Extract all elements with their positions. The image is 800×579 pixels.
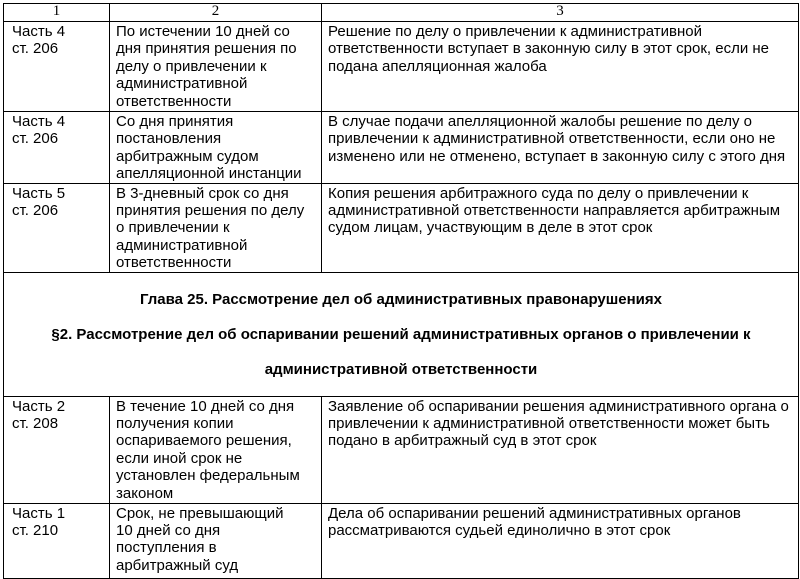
paragraph-title-line-1: §2. Рассмотрение дел об оспаривании решений административных органов о привлечении к: [51, 325, 751, 343]
article-reference: Часть 4 ст. 206: [4, 22, 110, 112]
description-cell: Заявление об оспаривании решения административного органа о привлечении к административной ответственности может быть подано в арбитражный суд в этот срок: [322, 396, 799, 503]
column-number-3: 3: [322, 4, 799, 22]
paragraph-title-line-2: административной ответственности: [264, 360, 538, 378]
column-number-header: [4, 4, 799, 22]
legal-terms-table: [3, 3, 799, 579]
section-heading-row: [4, 272, 799, 396]
description-cell: Копия решения арбитражного суда по делу о привлечении к административной ответственности направляется арбитражным судом лицам, участвующим в деле в этот срок: [322, 183, 799, 272]
term-cell: Со дня принятия постановления арбитражным судом апелляционной инстанции: [110, 112, 322, 184]
chapter-title: Глава 25. Рассмотрение дел об административных правонарушениях: [139, 291, 662, 309]
article-reference: Часть 1 ст. 210: [4, 503, 110, 578]
table-row: [4, 183, 799, 272]
table-row: [4, 22, 799, 112]
section-heading: [4, 272, 799, 396]
table-row: [4, 503, 799, 578]
description-cell: Дела об оспаривании решений административных органов рассматриваются судьей единолично в этот срок: [322, 503, 799, 578]
article-reference: Часть 2 ст. 208: [4, 396, 110, 503]
term-cell: В 3-дневный срок со дня принятия решения по делу о привлечении к административной ответственности: [110, 183, 322, 272]
article-reference: Часть 4 ст. 206: [4, 112, 110, 184]
table-row: [4, 396, 799, 503]
description-cell: Решение по делу о привлечении к административной ответственности вступает в законную силу в этот срок, если не подана апелляционная жалоба: [322, 22, 799, 112]
description-cell: В случае подачи апелляционной жалобы решение по делу о привлечении к административной ответственности, если оно не изменено или не отменено, вступает в законную силу с этого дня: [322, 112, 799, 184]
table-row: [4, 112, 799, 184]
column-number-1: 1: [4, 4, 110, 22]
article-reference: Часть 5 ст. 206: [4, 183, 110, 272]
column-number-2: 2: [110, 4, 322, 22]
term-cell: Срок, не превышающий 10 дней со дня поступления в арбитражный суд: [110, 503, 322, 578]
term-cell: В течение 10 дней со дня получения копии оспариваемого решения, если иной срок не установлен федеральным законом: [110, 396, 322, 503]
term-cell: По истечении 10 дней со дня принятия решения по делу о привлечении к административной ответственности: [110, 22, 322, 112]
